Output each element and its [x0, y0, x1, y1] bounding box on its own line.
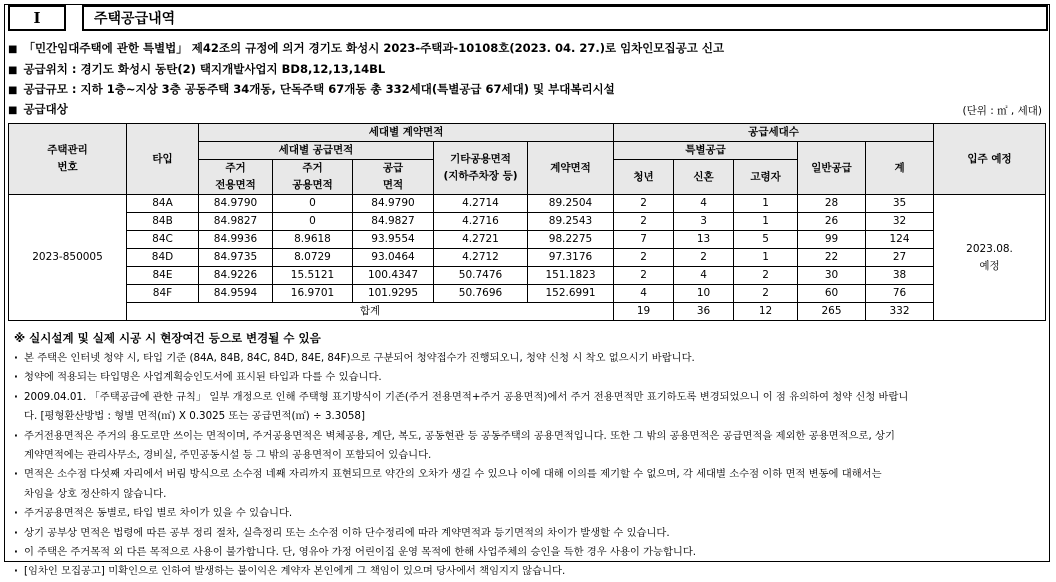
table-cell: 1 — [734, 195, 798, 213]
note-item: · 주거공용면적은 동별로, 타입 별로 차이가 있을 수 있습니다. — [14, 504, 1044, 523]
table-cell: 84.9827 — [353, 213, 434, 231]
table-cell: 4.2721 — [434, 231, 528, 249]
table-cell: 84.9790 — [199, 195, 273, 213]
table-cell: 28 — [798, 195, 866, 213]
note-item: · 이 주택은 주거목적 외 다른 목적으로 사용이 불가합니다. 단, 영유아 가정 어린이집 운영 목적에 한해 사업주체의 승인을 득한 경우 사용이 가능합니다. — [14, 543, 1044, 562]
table-cell: 19 — [614, 303, 674, 321]
header-private-area: 주거 전용면적 — [199, 160, 273, 195]
unit-note: (단위 : ㎡ , 세대) — [962, 105, 1042, 117]
table-cell: 4 — [614, 285, 674, 303]
table-cell: 332 — [866, 303, 934, 321]
table-cell: 12 — [734, 303, 798, 321]
table-cell: 84A — [127, 195, 199, 213]
header-supply-area-group: 세대별 공급면적 — [199, 142, 434, 160]
table-cell: 152.6991 — [528, 285, 614, 303]
table-cell: 22 — [798, 249, 866, 267]
table-cell: 7 — [614, 231, 674, 249]
mgmt-no-cell: 2023-850005 — [9, 195, 127, 321]
table-cell: 84.9936 — [199, 231, 273, 249]
square-bullet-icon: ■ — [8, 105, 18, 116]
table-cell: 3 — [674, 213, 734, 231]
header-special-group: 특별공급 — [614, 142, 798, 160]
table-cell: 2 — [614, 213, 674, 231]
table-cell: 265 — [798, 303, 866, 321]
table-row — [9, 195, 1046, 213]
table-cell: 2 — [614, 267, 674, 285]
table-cell: 89.2504 — [528, 195, 614, 213]
header-elderly: 고령자 — [734, 160, 798, 195]
total-row — [9, 303, 1046, 321]
table-cell: 4 — [674, 195, 734, 213]
table-cell: 5 — [734, 231, 798, 249]
header-total: 계 — [866, 142, 934, 195]
header-supply-area: 공급 면적 — [353, 160, 434, 195]
table-cell: 38 — [866, 267, 934, 285]
table-cell: 36 — [674, 303, 734, 321]
table-cell: 84.9827 — [199, 213, 273, 231]
table-cell: 50.7476 — [434, 267, 528, 285]
table-row — [9, 285, 1046, 303]
table-cell: 4.2716 — [434, 213, 528, 231]
header-mgmt-no: 주택관리 번호 — [9, 124, 127, 195]
table-cell: 89.2543 — [528, 213, 614, 231]
table-cell: 98.2275 — [528, 231, 614, 249]
table-cell: 124 — [866, 231, 934, 249]
table-cell: 2 — [734, 285, 798, 303]
table-cell: 151.1823 — [528, 267, 614, 285]
table-cell: 84.9226 — [199, 267, 273, 285]
notes-heading: ※ 실시설계 및 실제 시공 시 현장여건 등으로 변경될 수 있음 — [14, 331, 321, 345]
header-units-group: 공급세대수 — [614, 124, 934, 142]
header-contract-area: 계약면적 — [528, 142, 614, 195]
notes-section — [14, 330, 1044, 582]
note-item: · 본 주택은 인터넷 청약 시, 타입 기준 (84A, 84B, 84C, 84D, 84E, 84F)으로 구분되어 청약접수가 진행되오니, 청약 신청 시 착오 없으시기 바랍니다. — [14, 349, 1044, 368]
table-cell: 101.9295 — [353, 285, 434, 303]
table-cell: 30 — [798, 267, 866, 285]
section-number: I — [8, 5, 66, 31]
table-cell: 4.2714 — [434, 195, 528, 213]
table-cell: 93.9554 — [353, 231, 434, 249]
table-cell: 93.0464 — [353, 249, 434, 267]
table-cell: 2 — [614, 249, 674, 267]
table-cell: 4.2712 — [434, 249, 528, 267]
table-cell: 8.0729 — [273, 249, 353, 267]
header-youth: 청년 — [614, 160, 674, 195]
table-cell: 84F — [127, 285, 199, 303]
square-bullet-icon: ■ — [8, 65, 18, 76]
bullet-target: ■ 공급대상 — [8, 102, 68, 116]
table-cell: 1 — [734, 213, 798, 231]
table-row — [9, 249, 1046, 267]
table-cell: 50.7696 — [434, 285, 528, 303]
table-cell: 26 — [798, 213, 866, 231]
square-bullet-icon: ■ — [8, 44, 18, 55]
table-cell: 2 — [734, 267, 798, 285]
note-item: · 면적은 소수점 다섯째 자리에서 버림 방식으로 소수점 네째 자리까지 표현되므로 약간의 오차가 생길 수 있으나 이에 대해 이의를 제기할 수 없으며, 각 세대별 소수점 이하 면적 변동에 대해서는 차임을 상호 정산하지 않습니다. — [14, 465, 1044, 504]
bullet-location: ■ 공급위치 : 경기도 화성시 동탄(2) 택지개발사업지 BD8,12,13,14BL — [8, 62, 386, 76]
total-label: 합계 — [127, 303, 614, 321]
table-cell: 4 — [674, 267, 734, 285]
header-newlywed: 신혼 — [674, 160, 734, 195]
table-cell: 99 — [798, 231, 866, 249]
note-item: · 상기 공부상 면적은 법령에 따른 공부 정리 절차, 실측정리 또는 소수점 이하 단수정리에 따라 계약면적과 등기면적의 차이가 발생할 수 있습니다. — [14, 524, 1044, 543]
table-cell: 32 — [866, 213, 934, 231]
table-cell: 84C — [127, 231, 199, 249]
table-cell: 2 — [614, 195, 674, 213]
header-move-in: 입주 예정 — [934, 124, 1046, 195]
header-other-common: 기타공용면적 (지하주차장 등) — [434, 142, 528, 195]
table-cell: 16.9701 — [273, 285, 353, 303]
table-cell: 0 — [273, 213, 353, 231]
table-row — [9, 231, 1046, 249]
header-type: 타입 — [127, 124, 199, 195]
table-cell: 84B — [127, 213, 199, 231]
supply-table — [8, 123, 1046, 321]
table-cell: 76 — [866, 285, 934, 303]
table-cell: 60 — [798, 285, 866, 303]
move-in-cell: 2023.08. 예정 — [934, 195, 1046, 321]
table-cell: 1 — [734, 249, 798, 267]
table-cell: 13 — [674, 231, 734, 249]
table-cell: 100.4347 — [353, 267, 434, 285]
table-cell: 97.3176 — [528, 249, 614, 267]
table-cell: 84E — [127, 267, 199, 285]
table-cell: 27 — [866, 249, 934, 267]
note-item: · 2009.04.01. 「주택공급에 관한 규칙」 일부 개정으로 인해 주택형 표기방식이 기존(주거 전용면적+주거 공용면적)에서 주거 전용면적만 표기하도록 변경되었으니 이 점 유의하여 청약 신청 바랍니 다. [평형환산방법 : 형별 면적(㎡) X 0.3025 또는 공급면적(㎡) ÷ 3.3058] — [14, 388, 1044, 427]
table-cell: 84.9790 — [353, 195, 434, 213]
note-item: · 주거전용면적은 주거의 용도로만 쓰이는 면적이며, 주거공용면적은 벽체공용, 계단, 복도, 공동현관 등 공동주택의 공용면적입니다. 또한 그 밖의 공용면적은 공급면적을 제외한 공용면적으로, 상기 계약면적에는 관리사무소, 경비실, 주민공동시설 등 그 밖의 공용면적이 포함되어 있습니다. — [14, 427, 1044, 466]
table-cell: 35 — [866, 195, 934, 213]
table-cell: 84.9735 — [199, 249, 273, 267]
table-cell: 84.9594 — [199, 285, 273, 303]
section-header — [8, 5, 1048, 31]
note-item: · [임차인 모집공고] 미확인으로 인하여 발생하는 불이익은 계약자 본인에게 그 책임이 있으며 당사에서 책임지지 않습니다. — [14, 562, 1044, 581]
table-cell: 15.5121 — [273, 267, 353, 285]
bullet-law: ■ 「민간임대주택에 관한 특별법」 제42조의 규정에 의거 경기도 화성시 2023-주택과-10108호(2023. 04. 27.)로 임차인모집공고 신고 — [8, 41, 725, 55]
header-contract-area-group: 세대별 계약면적 — [199, 124, 614, 142]
table-row — [9, 267, 1046, 285]
table-cell: 8.9618 — [273, 231, 353, 249]
section-title: 주택공급내역 — [82, 5, 1048, 31]
bullet-scale: ■ 공급규모 : 지하 1층~지상 3층 공동주택 34개동, 단독주택 67개동 총 332세대(특별공급 67세대) 및 부대복리시설 — [8, 82, 615, 96]
square-bullet-icon: ■ — [8, 85, 18, 96]
table-cell: 2 — [674, 249, 734, 267]
header-common-area: 주거 공용면적 — [273, 160, 353, 195]
table-row — [9, 213, 1046, 231]
table-cell: 10 — [674, 285, 734, 303]
note-item: · 청약에 적용되는 타입명은 사업계획승인도서에 표시된 타입과 다를 수 있습니다. — [14, 368, 1044, 387]
table-cell: 0 — [273, 195, 353, 213]
header-general: 일반공급 — [798, 142, 866, 195]
table-cell: 84D — [127, 249, 199, 267]
